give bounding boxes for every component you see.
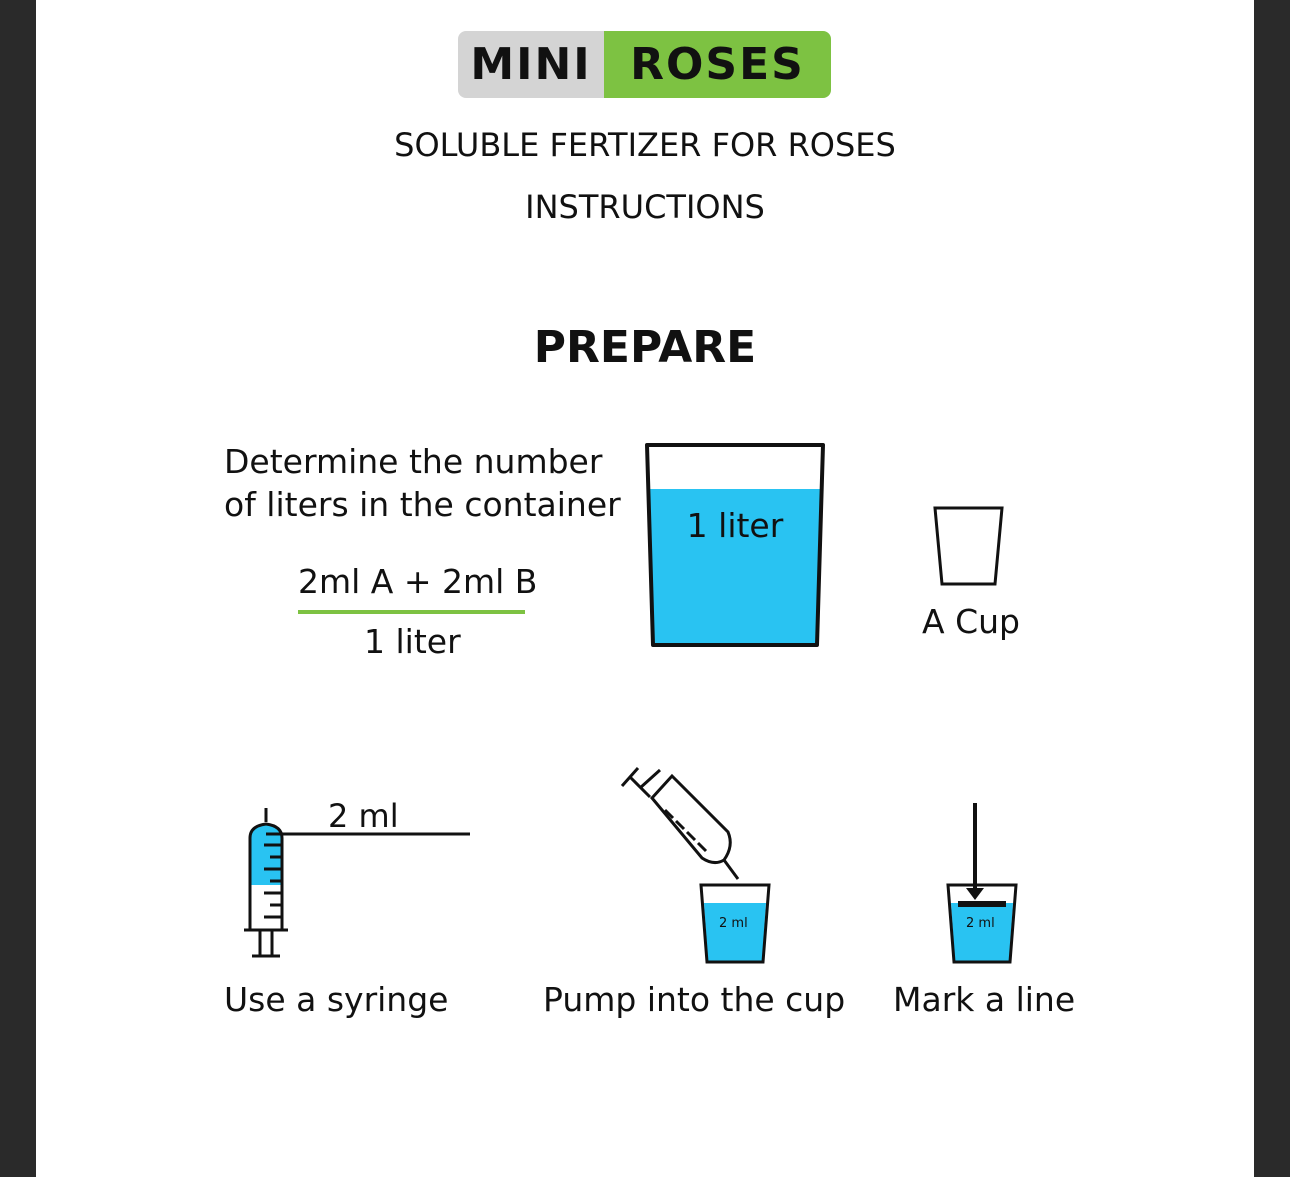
beaker-label: 1 liter [686,506,784,545]
determine-line-1: Determine the number [224,442,603,481]
formula-denominator: 1 liter [364,622,461,661]
instructions-heading: INSTRUCTIONS [525,188,765,226]
formula-numerator: 2ml A + 2ml B [298,562,538,601]
syringe-amount-label: 2 ml [328,797,399,835]
empty-cup-icon [935,508,1002,584]
cup-label: A Cup [922,602,1020,641]
beaker-icon [647,445,823,645]
step-use-syringe: Use a syringe [224,980,449,1019]
logo-roses-text: ROSES [604,31,831,98]
cup-amount-label: 2 ml [719,916,748,931]
marked-cup-amount-label: 2 ml [966,916,995,931]
prepare-heading: PREPARE [533,322,757,373]
determine-line-2: of liters in the container [224,485,621,524]
step-pump-into-cup: Pump into the cup [543,980,846,1019]
logo-mini-text: MINI [458,31,604,98]
marked-cup-icon [948,803,1016,962]
product-subtitle: SOLUBLE FERTIZER FOR ROSES [394,126,896,164]
step-mark-line: Mark a line [893,980,1076,1019]
angled-syringe-icon [622,768,738,879]
